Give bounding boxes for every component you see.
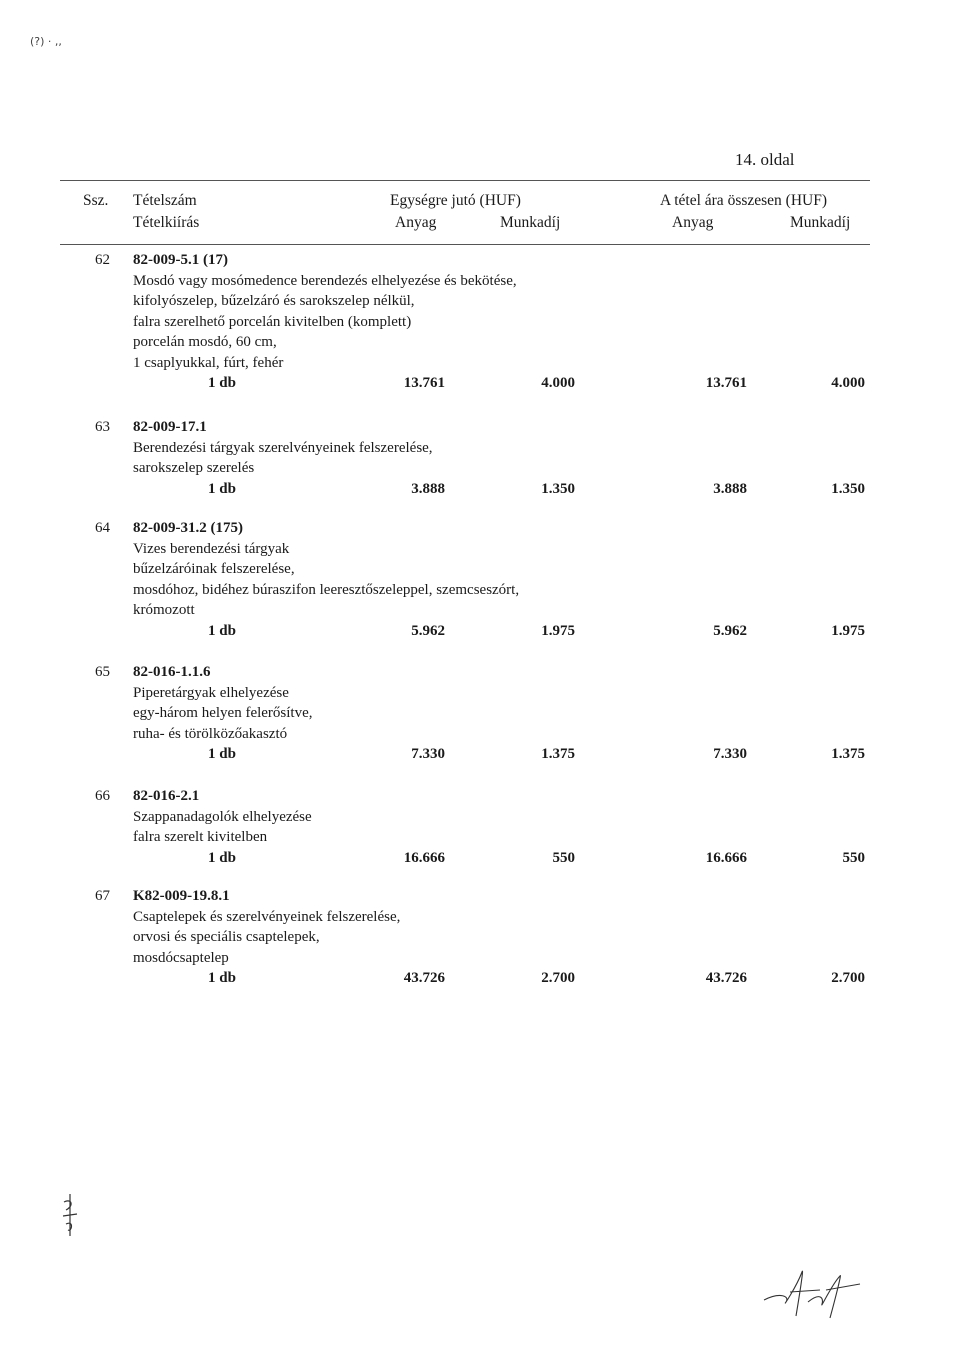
total-anyag: 43.726 — [705, 970, 747, 986]
header-tetelszam: Tételszám — [133, 192, 197, 209]
header-egysegre: Egységre jutó (HUF) — [390, 192, 521, 209]
quantity: 1 db — [208, 970, 236, 986]
total-munkadij: 2.700 — [831, 970, 865, 986]
quantity: 1 db — [208, 849, 236, 866]
unit-munkadij: 550 — [552, 849, 575, 866]
description-line: orvosi és speciális csaptelepek, — [133, 929, 320, 945]
total-anyag: 7.330 — [713, 746, 747, 762]
unit-munkadij: 1.375 — [541, 746, 575, 762]
description-line: Mosdó vagy mosómedence berendezés elhelyezése és bekötése, — [133, 272, 517, 289]
unit-anyag: 16.666 — [403, 849, 445, 866]
header-bottom-rule — [60, 244, 870, 245]
item-code: 82-009-5.1 (17) — [133, 252, 228, 268]
total-munkadij: 4.000 — [831, 375, 865, 391]
total-anyag: 16.666 — [705, 849, 747, 866]
unit-munkadij: 2.700 — [541, 970, 575, 986]
header-osszesen: A tétel ára összesen (HUF) — [660, 192, 828, 209]
description-line: egy-három helyen felerősítve, — [133, 705, 313, 721]
quantity: 1 db — [208, 375, 236, 391]
unit-anyag: 3.888 — [411, 480, 445, 497]
unit-anyag: 7.330 — [411, 746, 445, 762]
header-ssz: Ssz. — [83, 192, 109, 209]
item-number: 64 — [95, 520, 110, 536]
item-number: 63 — [95, 419, 110, 435]
description-line: ruha- és törölközőakasztó — [133, 725, 288, 742]
total-anyag: 3.888 — [713, 480, 747, 497]
item-number: 67 — [95, 888, 110, 904]
unit-anyag: 13.761 — [403, 375, 445, 391]
unit-munkadij: 1.975 — [541, 622, 575, 639]
description-line: Szappanadagolók elhelyezése — [133, 808, 312, 825]
total-anyag: 13.761 — [705, 375, 747, 391]
header-anyag-unit: Anyag — [395, 214, 437, 231]
quantity: 1 db — [208, 480, 236, 497]
total-munkadij: 1.350 — [831, 480, 865, 497]
total-anyag: 5.962 — [713, 622, 747, 639]
description-line: Csaptelepek és szerelvényeinek felszerelése, — [133, 908, 401, 925]
item-code: 82-016-2.1 — [133, 788, 200, 804]
header-top-rule — [60, 180, 870, 181]
table-header — [0, 190, 960, 236]
description-line: bűzelzáróinak felszerelése, — [133, 561, 295, 577]
description-line: Piperetárgyak elhelyezése — [133, 684, 289, 701]
item-description — [133, 683, 313, 745]
top-margin-marks: (?) · ,, — [30, 35, 62, 48]
description-line: falra szerelt kivitelben — [133, 829, 268, 845]
item-description — [133, 807, 312, 848]
item-description — [133, 539, 519, 621]
description-line: krómozott — [133, 602, 195, 618]
item-description — [133, 438, 433, 479]
total-munkadij: 1.975 — [831, 622, 865, 639]
description-line: mosdóhoz, bidéhez búraszifon leeresztőszeleppel, szemcseszórt, — [133, 581, 520, 598]
description-line: Berendezési tárgyak szerelvényeinek felszerelése, — [133, 439, 433, 456]
description-line: falra szerelhető porcelán kivitelben (komplett) — [133, 313, 412, 330]
item-description — [133, 907, 400, 969]
signature-mark — [760, 1262, 870, 1322]
quantity: 1 db — [208, 622, 236, 639]
item-number: 62 — [95, 252, 110, 268]
total-munkadij: 550 — [842, 849, 865, 866]
description-line: kifolyószelep, bűzelzáró és sarokszelep nélkül, — [133, 293, 415, 309]
unit-munkadij: 1.350 — [541, 480, 575, 497]
unit-anyag: 43.726 — [403, 970, 445, 986]
description-line: porcelán mosdó, 60 cm, — [133, 334, 277, 350]
quantity: 1 db — [208, 746, 236, 762]
page-number: 14. oldal — [735, 150, 795, 169]
item-number: 66 — [95, 788, 110, 804]
total-munkadij: 1.375 — [831, 746, 865, 762]
header-anyag-total: Anyag — [672, 214, 714, 231]
description-line: mosdócsaptelep — [133, 949, 229, 966]
description-line: Vizes berendezési tárgyak — [133, 540, 290, 557]
item-code: 82-009-31.2 (175) — [133, 520, 243, 536]
unit-munkadij: 4.000 — [541, 375, 575, 391]
header-munkadij-unit: Munkadíj — [500, 214, 561, 231]
unit-anyag: 5.962 — [411, 622, 445, 639]
left-margin-mark — [60, 1192, 80, 1242]
item-code: 82-009-17.1 — [133, 419, 207, 435]
item-code: 82-016-1.1.6 — [133, 664, 211, 680]
item-number: 65 — [95, 664, 110, 680]
header-tetelkiiras: Tételkiírás — [133, 214, 200, 231]
item-code: K82-009-19.8.1 — [133, 888, 230, 904]
item-description — [133, 271, 517, 374]
header-munkadij-total: Munkadíj — [790, 214, 851, 231]
description-line: 1 csaplyukkal, fúrt, fehér — [133, 354, 284, 371]
description-line: sarokszelep szerelés — [133, 460, 255, 476]
